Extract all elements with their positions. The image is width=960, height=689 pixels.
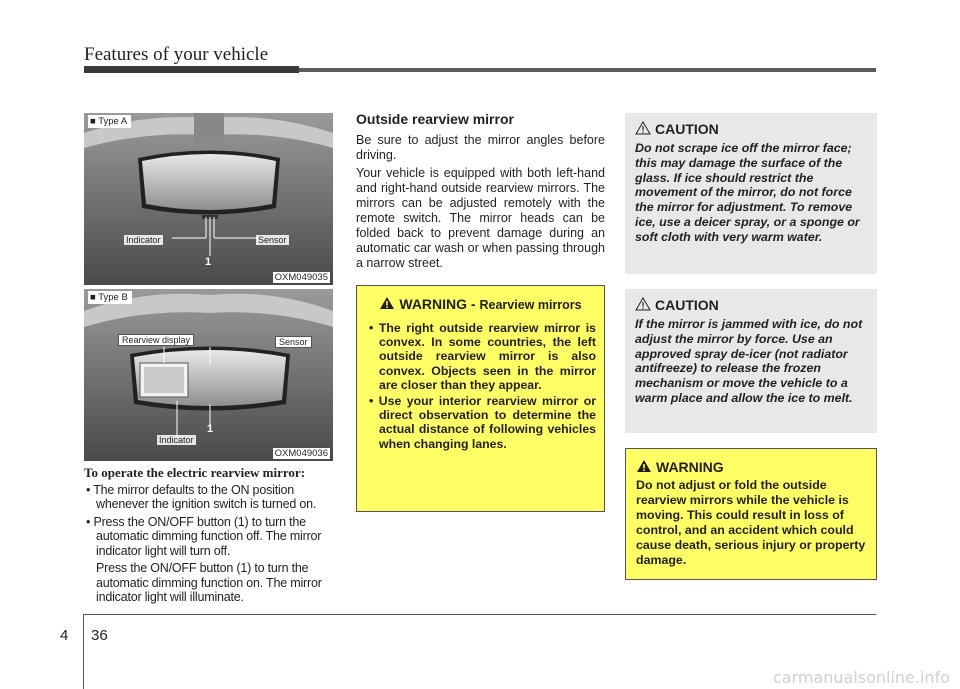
rearview-mirror-warning-box xyxy=(356,285,605,512)
caution-box-jammed-mirror xyxy=(625,289,877,433)
rearview-display-callout: Rearview display xyxy=(118,334,194,346)
indicator-callout: Indicator xyxy=(126,235,161,245)
warning-list xyxy=(357,321,604,451)
fold-mirror-warning-box xyxy=(625,448,877,580)
mirror-photo-type-a xyxy=(84,113,333,285)
caution-body: If the mirror is jammed with ice, do not adjust the mirror by force. Use an approved spray de-icer (not radiator antifreeze) to release the frozen mechanism or move the vehicle to a warm place and allow the ice to melt. xyxy=(635,317,863,405)
caution-triangle-icon xyxy=(635,121,651,135)
caution-heading-text: CAUTION xyxy=(655,121,719,137)
paragraph: Your vehicle is equipped with both left-hand and right-hand outside rearview mirrors. The mirrors can be adjusted remotely with the remote switch. The mirror heads can be folded back to prevent damage during an automatic car wash or when passing through a narrow street. xyxy=(356,166,605,270)
figure-code: OXM049035 xyxy=(274,272,328,283)
warning-triangle-icon xyxy=(636,459,652,473)
footer-rule xyxy=(84,614,876,615)
caution-heading xyxy=(635,121,877,137)
instruction-bullet: • The mirror defaults to the ON position whenever the ignition switch is turned on. xyxy=(86,482,317,511)
mirror-photo-type-b xyxy=(84,289,333,461)
warning-heading-sub: Rearview mirrors xyxy=(479,298,582,312)
warning-heading xyxy=(357,296,604,313)
warning-heading-text: WARNING - xyxy=(399,296,480,312)
caution-box-ice-scraping xyxy=(625,113,877,274)
warning-item: • Use your interior rearview mirror or direct observation to determine the actual distance of following vehicles when changing lanes. xyxy=(369,394,596,451)
caution-body: Do not scrape ice off the mirror face; this may damage the surface of the glass. If ice should restrict the movement of the mirror, do not force the mirror for adjustment. To remove ice, use a deicer spray, or a sponge or soft cloth with very warm water. xyxy=(635,141,860,244)
mirror-illustration-b xyxy=(84,289,333,461)
button-number-callout: 1 xyxy=(205,256,212,268)
watermark: carmanualsonline.info xyxy=(772,668,950,687)
figure-code: OXM049036 xyxy=(274,448,328,459)
footer-divider xyxy=(83,614,84,689)
type-a-label: ■ Type A xyxy=(88,115,131,128)
sensor-callout: Sensor xyxy=(258,235,287,245)
paragraph: Be sure to adjust the mirror angles before driving. xyxy=(356,133,605,162)
caution-heading xyxy=(635,297,877,313)
warning-body: Do not adjust or fold the outside rearview mirrors while the vehicle is moving. This could result in loss of control, and an accident which could cause death, serious injury or property damage. xyxy=(636,478,866,567)
chapter-number: 4 xyxy=(60,627,69,644)
instruction-continuation: Press the ON/OFF button (1) to turn the automatic dimming function on. The mirror indicator light will illuminate. xyxy=(96,561,322,604)
caution-heading-text: CAUTION xyxy=(655,297,719,313)
warning-item: • The right outside rearview mirror is convex. In some countries, the left outside rearview mirror is also convex. Objects seen in the mirror are closer than they appear. xyxy=(369,321,596,392)
page-number: 36 xyxy=(91,627,108,644)
warning-heading xyxy=(636,459,876,475)
header-rule-accent xyxy=(84,66,299,73)
warning-triangle-icon xyxy=(379,296,395,310)
instruction-bullet: • Press the ON/OFF button (1) to turn the automatic dimming function off. The mirror indicator light will turn off. xyxy=(86,514,322,558)
indicator-callout: Indicator xyxy=(159,435,194,445)
sensor-callout: Sensor xyxy=(275,336,312,348)
section-title: Features of your vehicle xyxy=(84,44,269,65)
instructions-heading: To operate the electric rearview mirror: xyxy=(84,465,306,480)
caution-triangle-icon xyxy=(635,297,651,311)
button-number-callout: 1 xyxy=(207,423,214,435)
outside-mirror-title: Outside rearview mirror xyxy=(356,111,514,127)
electric-mirror-instructions xyxy=(84,466,336,608)
warning-heading-text: WARNING xyxy=(656,459,724,475)
type-b-label: ■ Type B xyxy=(88,291,132,304)
